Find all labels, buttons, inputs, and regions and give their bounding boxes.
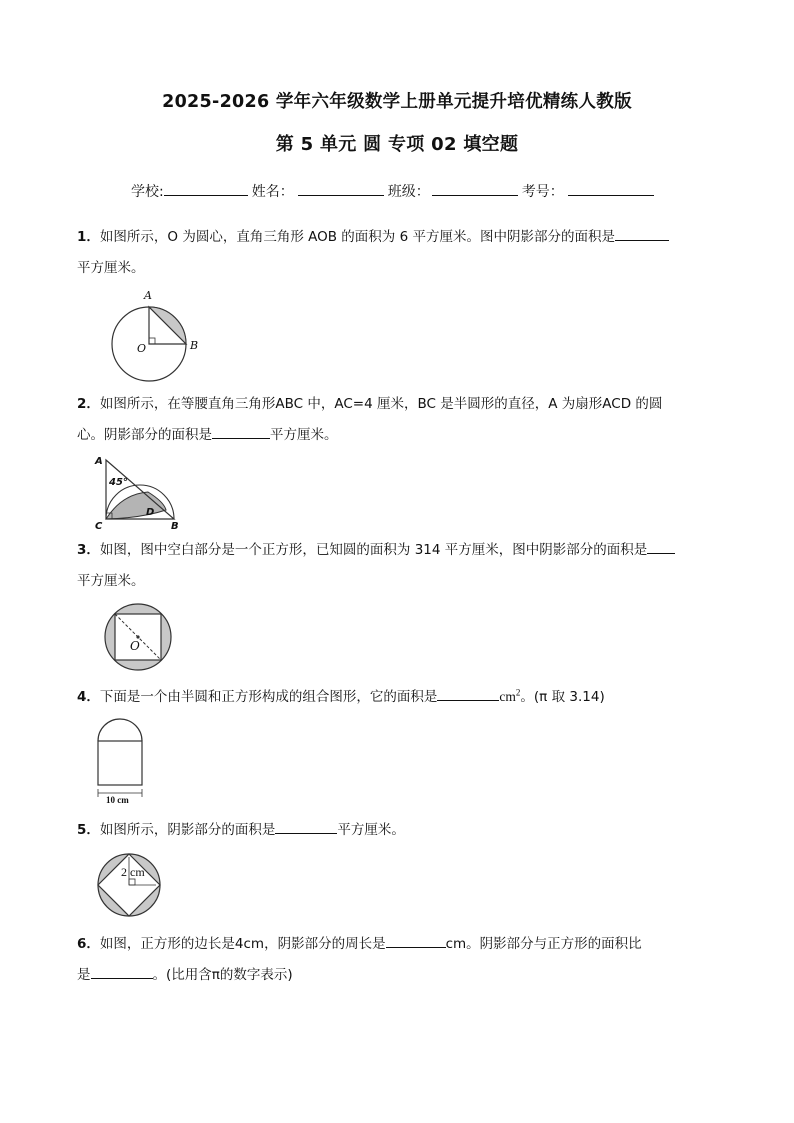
question-text: 。(比用含π的数字表示)	[152, 967, 293, 983]
semicircle-shape	[98, 719, 142, 741]
square-shape	[98, 741, 142, 785]
question-6	[77, 929, 721, 991]
question-text: 如图所示，在等腰直角三角形ABC 中，AC=4 厘米，BC 是半圆形的直径，A 为扇形ACD 的圆	[99, 396, 663, 412]
question-text-line2: 平方厘米。	[77, 260, 145, 276]
question-text: 下面是一个由半圆和正方形构成的组合图形，它的面积是	[99, 689, 438, 705]
question-number: 4．	[77, 689, 100, 705]
q4-figure	[94, 717, 150, 807]
question-number: 1．	[77, 229, 100, 245]
document-subtitle: 第 5 单元 圆 专项 02 填空题	[275, 134, 519, 155]
school-label: 学校:	[131, 184, 164, 200]
question-3	[77, 535, 721, 597]
answer-blank[interactable]	[437, 686, 499, 701]
question-text-line2: 平方厘米。	[77, 573, 145, 589]
dimension-label: 2 cm	[121, 865, 145, 879]
question-number: 5．	[77, 822, 100, 838]
question-text: cm。阴影部分与正方形的面积比	[445, 936, 642, 952]
question-2	[77, 389, 721, 451]
q5-figure	[96, 852, 162, 918]
question-text: 心。阴影部分的面积是	[77, 427, 212, 443]
school-field[interactable]	[164, 181, 248, 196]
unit-superscript: 2	[515, 687, 521, 698]
question-text: 如图所示，O 为圆心，直角三角形 AOB 的面积为 6 平方厘米。图中阴影部分的面积是	[99, 229, 615, 245]
q3-figure	[102, 601, 174, 673]
student-info-row	[131, 181, 658, 201]
question-number: 3．	[77, 542, 100, 558]
question-1	[77, 222, 721, 284]
answer-blank[interactable]	[212, 424, 270, 439]
question-text: 如图，图中空白部分是一个正方形，已知圆的面积为 314 平方厘米，图中阴影部分的面积是	[99, 542, 648, 558]
exam-number-field[interactable]	[568, 181, 654, 196]
question-text: 如图所示，阴影部分的面积是	[99, 822, 276, 838]
answer-blank[interactable]	[275, 819, 337, 834]
question-number: 6．	[77, 936, 100, 952]
name-field[interactable]	[298, 181, 384, 196]
document-title: 2025-2026 学年六年级数学上册单元提升培优精练人教版	[162, 92, 632, 112]
label-o: O	[130, 639, 140, 653]
q1-figure	[104, 287, 214, 387]
answer-blank[interactable]	[647, 539, 675, 554]
class-field[interactable]	[432, 181, 518, 196]
q2-figure	[92, 452, 187, 534]
question-text: 。(π 取 3.14)	[520, 689, 605, 705]
label-o: O	[137, 342, 147, 355]
label-a: A	[144, 289, 152, 302]
question-text: 平方厘米。	[337, 822, 405, 838]
class-label: 班级：	[387, 184, 430, 200]
label-c: C	[95, 521, 103, 532]
label-b: B	[171, 521, 179, 532]
label-d: D	[146, 507, 155, 518]
label-a: A	[95, 456, 103, 467]
answer-blank[interactable]	[615, 226, 669, 241]
answer-blank[interactable]	[91, 964, 153, 979]
angle-label: 45°	[109, 477, 128, 488]
unit-text: cm	[499, 689, 516, 704]
exam-number-label: 考号：	[521, 184, 564, 200]
question-text: 如图，正方形的边长是4cm，阴影部分的周长是	[99, 936, 386, 952]
question-5	[77, 815, 721, 846]
question-text: 是	[77, 967, 91, 983]
question-text: 平方厘米。	[270, 427, 338, 443]
question-number: 2．	[77, 396, 100, 412]
name-label: 姓名：	[251, 184, 294, 200]
answer-blank[interactable]	[386, 933, 446, 948]
label-b: B	[190, 339, 199, 352]
question-4	[77, 681, 721, 713]
dimension-label: 10 cm	[106, 795, 129, 805]
